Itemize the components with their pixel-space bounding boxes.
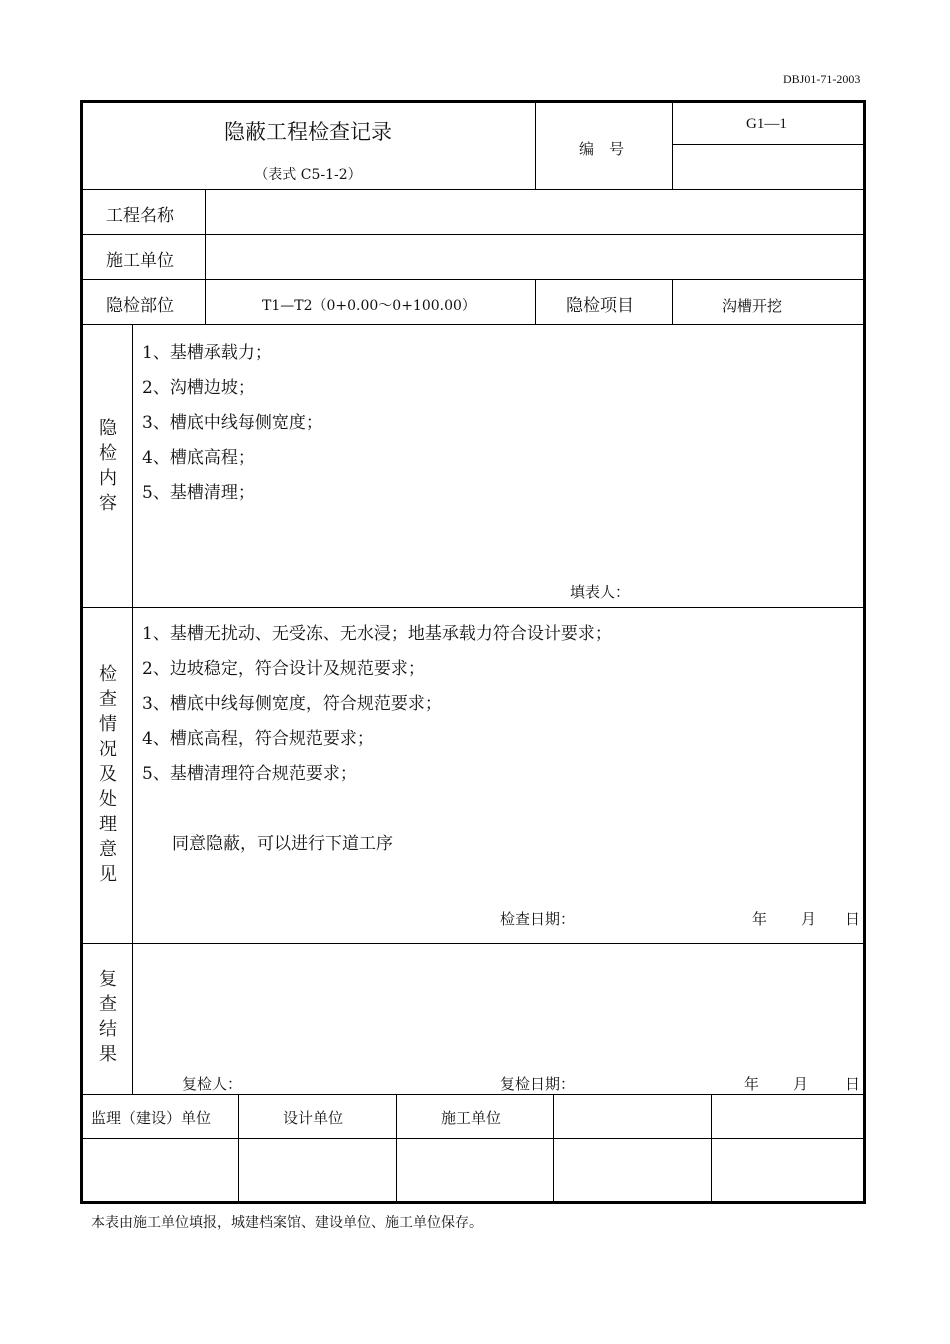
record-form-frame (80, 100, 866, 1204)
document-code: DBJ01-71-2003 (783, 72, 861, 86)
row-divider (82, 279, 866, 280)
row-divider (82, 324, 866, 325)
inspection-item: 3、槽底中线每侧宽度，符合规范要求； (142, 694, 442, 714)
inspection-day: 日 (845, 910, 861, 928)
number-value: G1—1 (746, 116, 787, 132)
number-label: 编 号 (579, 140, 625, 158)
footer-note: 本表由施工单位填报，城建档案馆、建设单位、施工单位保存。 (91, 1215, 483, 1231)
inspection-date-label: 检查日期： (500, 910, 576, 928)
form-title: 隐蔽工程检查记录 (224, 120, 392, 144)
supervisor-unit-label: 监理（建设）单位 (91, 1109, 212, 1127)
content-item: 3、槽底中线每侧宽度； (142, 413, 323, 433)
column-divider (672, 279, 673, 324)
column-divider (535, 100, 536, 189)
review-month: 月 (793, 1075, 809, 1093)
filler-label: 填表人： (570, 583, 631, 601)
row-divider (82, 943, 866, 944)
inspection-item: 1、基槽无扰动、无受冻、无水浸；地基承载力符合设计要求； (142, 624, 612, 644)
column-divider (396, 1094, 397, 1204)
item-label: 隐检项目 (566, 296, 634, 316)
row-divider (82, 1094, 866, 1095)
content-item: 5、基槽清理； (142, 483, 255, 503)
inspection-year: 年 (752, 910, 768, 928)
project-name-label: 工程名称 (106, 206, 174, 226)
inspection-section-label: 检 查 情 况 及 处 理 意 见 (99, 664, 117, 885)
review-section-label: 复 查 结 果 (99, 969, 117, 1065)
construction-unit-label: 施工单位 (441, 1109, 502, 1127)
location-value: T1—T2（0+0.00～0+100.00） (262, 298, 476, 314)
row-divider (82, 1138, 866, 1139)
design-unit-label: 设计单位 (283, 1109, 344, 1127)
inspection-item: 5、基槽清理符合规范要求； (142, 764, 357, 784)
column-divider (205, 189, 206, 324)
column-divider (132, 324, 133, 1094)
review-date-label: 复检日期： (500, 1075, 576, 1093)
content-section-label: 隐 检 内 容 (99, 418, 117, 514)
column-divider (553, 1094, 554, 1204)
content-item: 2、沟槽边坡； (142, 378, 255, 398)
row-divider (672, 144, 866, 145)
column-divider (672, 100, 673, 189)
review-year: 年 (744, 1075, 760, 1093)
inspection-item: 2、边坡稳定，符合设计及规范要求； (142, 659, 425, 679)
reviewer-label: 复检人： (182, 1075, 243, 1093)
review-day: 日 (845, 1075, 861, 1093)
contractor-label: 施工单位 (106, 251, 174, 271)
row-divider (82, 607, 866, 608)
column-divider (711, 1094, 712, 1204)
column-divider (238, 1094, 239, 1204)
inspection-month: 月 (801, 910, 817, 928)
location-label: 隐检部位 (106, 296, 174, 316)
column-divider (535, 279, 536, 324)
row-divider (82, 189, 866, 190)
inspection-item: 4、槽底高程，符合规范要求； (142, 729, 374, 749)
content-item: 1、基槽承载力； (142, 343, 272, 363)
inspection-conclusion: 同意隐蔽，可以进行下道工序 (172, 834, 393, 854)
item-value: 沟槽开挖 (722, 297, 783, 315)
form-subtitle: （表式 C5-1-2） (254, 167, 362, 183)
row-divider (82, 234, 866, 235)
content-item: 4、槽底高程； (142, 448, 255, 468)
